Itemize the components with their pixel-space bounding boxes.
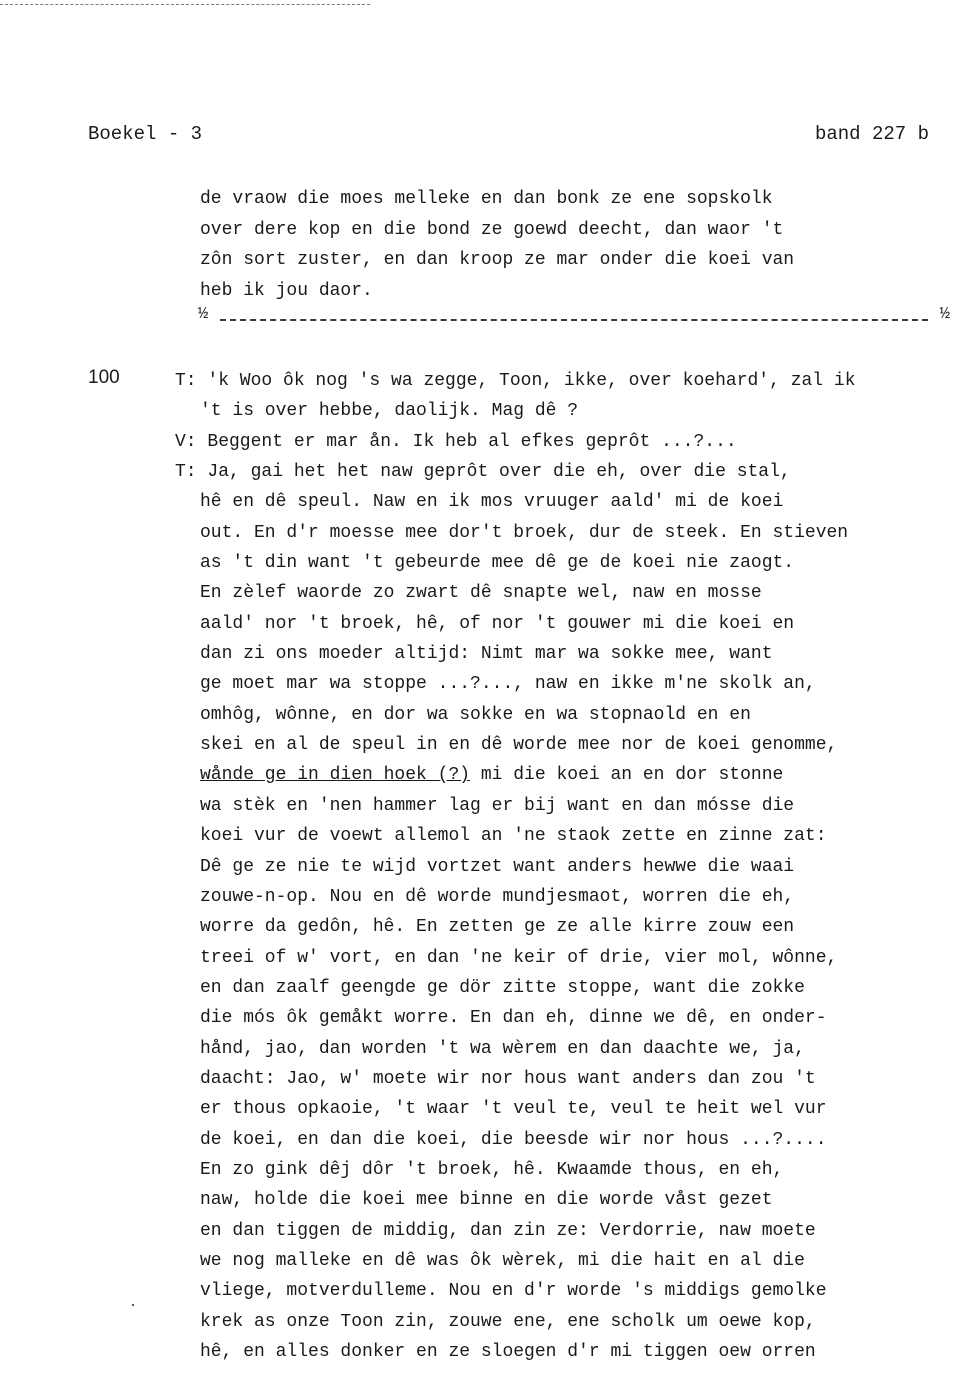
transcript-line (175, 548, 965, 578)
divider-dashed-line (220, 319, 928, 321)
transcript-text: V: Beggent er mar ån. Ik heb al efkes geprôt ...?... (175, 431, 737, 452)
transcript-line (175, 669, 965, 699)
transcript-text: er thous opkaoie, 't waar 't veul te, veul te heit wel vur (200, 1099, 827, 1120)
transcript-text: zouwe-n-op. Nou en dê worde mundjesmaot, worren die eh, (200, 886, 795, 907)
section-divider (198, 305, 950, 333)
transcript-line (175, 1034, 965, 1064)
page-header-right: band 227 b (814, 123, 929, 145)
page-header-left: Boekel - 3 (88, 123, 203, 145)
transcript-line (175, 427, 965, 457)
text-line: heb ik jou daor. (200, 280, 373, 301)
transcript-text: hê en dê speul. Naw en ik mos vruuger aald' mi de koei (200, 492, 784, 513)
transcript-text: de koei, en dan die koei, die beesde wir nor hous ...?.... (200, 1129, 827, 1150)
divider-fraction-left: ½ (198, 305, 209, 324)
transcript-line (175, 578, 965, 608)
transcript-text: en dan zaalf geengde ge dör zitte stoppe, want die zokke (200, 977, 805, 998)
transcript-line (175, 1185, 965, 1215)
transcript-line (175, 639, 965, 669)
transcript-text: T: 'k Woo ôk nog 's wa zegge, Toon, ikke, over koehard', zal ik (175, 371, 856, 391)
transcript-line (175, 1155, 965, 1185)
transcript-text: naw, holde die koei mee binne en die worde våst gezet (200, 1190, 773, 1211)
transcript-text: hê, en alles donker en ze sloegen d'r mi tiggen oew orren (200, 1342, 816, 1362)
transcript-text: hånd, jao, dan worden 't wa wèrem en dan daachte we, ja, (200, 1038, 805, 1059)
underlined-phrase: wånde ge in dien hoek (?) (200, 765, 471, 786)
transcript-text: die mós ôk gemåkt worre. En dan eh, dinne we dê, en onder- (200, 1008, 827, 1029)
transcript-text: mi die koei an en dor stonne (470, 765, 784, 786)
transcript-text: krek as onze Toon zin, zouwe ene, ene scholk um oewe kop, (200, 1311, 816, 1332)
transcript-text: Dê ge ze nie te wijd vortzet want anders hewwe die waai (200, 856, 795, 877)
transcript-line (175, 1094, 965, 1124)
transcript-text: vliege, motverdulleme. Nou en d'r worde 's middigs gemolke (200, 1281, 827, 1302)
transcript-line (175, 882, 965, 912)
transcript-line (175, 1125, 965, 1155)
transcript-text: koei vur de voewt allemol an 'ne staok zette en zinne zat: (200, 826, 827, 847)
transcript-line (175, 852, 965, 882)
transcript-line (175, 609, 965, 639)
transcript-text: En zo gink dêj dôr 't broek, hê. Kwaamde thous, en eh, (200, 1159, 784, 1180)
transcript-line (175, 973, 965, 1003)
transcript-line (175, 760, 965, 790)
text-line: over dere kop en die bond ze goewd deecht, dan waor 't (200, 219, 784, 240)
transcript-line (175, 1003, 965, 1033)
transcript-text: wa stèk en 'nen hammer lag er bij want en dan mósse die (200, 795, 795, 816)
transcript-line (175, 912, 965, 942)
text-line: de vraow die moes melleke en dan bonk ze ene sopskolk (200, 189, 773, 209)
top-edge-rule (0, 4, 370, 5)
transcript-line (175, 396, 965, 426)
transcript-text: we nog malleke en dê was ôk wèrek, mi die hait en al die (200, 1250, 805, 1271)
transcript-line (175, 1337, 965, 1367)
margin-line-number: 100 (88, 367, 120, 388)
transcript-line (175, 700, 965, 730)
margin-mark (132, 1304, 134, 1306)
transcript-text: aald' nor 't broek, hê, of nor 't gouwer mi die koei en (200, 613, 795, 634)
transcript-line (175, 791, 965, 821)
transcript-line (175, 457, 965, 487)
transcript-text: worre da gedôn, hê. En zetten ge ze alle kirre zouw een (200, 917, 795, 938)
transcript-text: ge moet mar wa stoppe ...?..., naw en ikke m'ne skolk an, (200, 674, 816, 695)
transcript-text: 't is over hebbe, daolijk. Mag dê ? (200, 401, 579, 422)
transcript-line (175, 1216, 965, 1246)
transcript-text: en dan tiggen de middig, dan zin ze: Verdorrie, naw moete (200, 1220, 816, 1241)
transcript-line (175, 1064, 965, 1094)
intro-paragraph (200, 184, 940, 306)
transcript-line (175, 518, 965, 548)
text-line: zôn sort zuster, en dan kroop ze mar onder die koei van (200, 250, 795, 271)
transcript-text: out. En d'r moesse mee dor't broek, dur de steek. En stieven (200, 522, 849, 543)
transcript-line (175, 1307, 965, 1337)
transcript-line (175, 1276, 965, 1306)
transcript-text: as 't din want 't gebeurde mee dê ge de koei nie zaogt. (200, 553, 795, 574)
transcript-text: En zèlef waorde zo zwart dê snapte wel, naw en mosse (200, 583, 762, 604)
transcript-line (175, 366, 965, 396)
transcript-line (175, 821, 965, 851)
transcript-text: treei of w' vort, en dan 'ne keir of drie, vier mol, wônne, (200, 947, 838, 968)
transcript-body (175, 366, 965, 1367)
transcript-text: omhôg, wônne, en dor wa sokke en wa stopnaold en en (200, 704, 751, 725)
transcript-line (175, 1246, 965, 1276)
transcript-line (175, 730, 965, 760)
transcript-line (175, 943, 965, 973)
transcript-text: daacht: Jao, w' moete wir nor hous want anders dan zou 't (200, 1068, 816, 1089)
divider-fraction-right: ½ (939, 305, 950, 324)
transcript-text: skei en al de speul in en dê worde mee nor de koei genomme, (200, 735, 838, 756)
transcript-line (175, 487, 965, 517)
transcript-text: dan zi ons moeder altijd: Nimt mar wa sokke mee, want (200, 644, 773, 665)
transcript-text: T: Ja, gai het het naw geprôt over die eh, over die stal, (175, 462, 791, 483)
